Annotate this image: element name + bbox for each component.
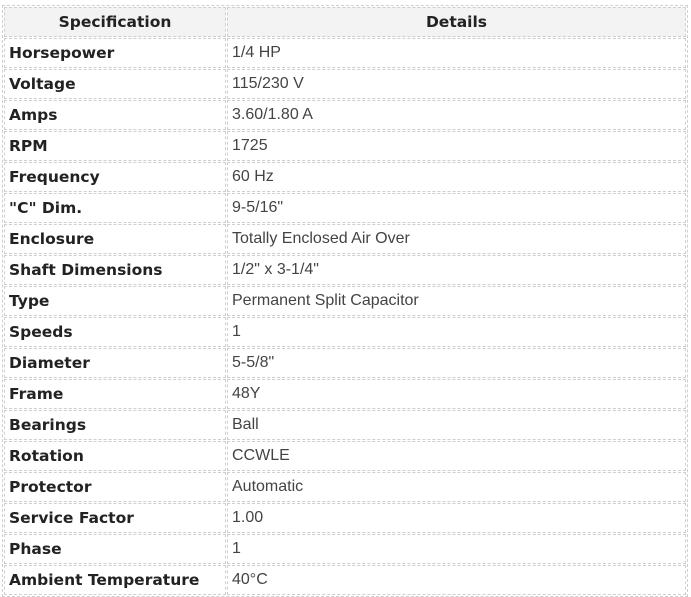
spec-detail-cell: 1/4 HP (227, 38, 686, 68)
table-row (4, 193, 686, 223)
spec-name-cell: Service Factor (4, 503, 226, 533)
spec-name-cell: Protector (4, 472, 226, 502)
spec-name-cell: Bearings (4, 410, 226, 440)
spec-name-cell: "C" Dim. (4, 193, 226, 223)
table-row (4, 100, 686, 130)
table-row (4, 503, 686, 533)
spec-detail-cell: Ball (227, 410, 686, 440)
table-row (4, 379, 686, 409)
spec-name-cell: Voltage (4, 69, 226, 99)
spec-detail-cell: 40°C (227, 565, 686, 595)
specification-column-header: Specification (4, 7, 226, 37)
table-row (4, 162, 686, 192)
spec-detail-cell: 3.60/1.80 A (227, 100, 686, 130)
table-row (4, 38, 686, 68)
spec-detail-cell: Totally Enclosed Air Over (227, 224, 686, 254)
spec-name-cell: Phase (4, 534, 226, 564)
spec-detail-cell: 60 Hz (227, 162, 686, 192)
spec-name-cell: Frequency (4, 162, 226, 192)
table-row (4, 224, 686, 254)
spec-name-cell: Horsepower (4, 38, 226, 68)
spec-detail-cell: 5-5/8" (227, 348, 686, 378)
spec-detail-cell: 1/2" x 3-1/4" (227, 255, 686, 285)
spec-detail-cell: 1.00 (227, 503, 686, 533)
spec-name-cell: Frame (4, 379, 226, 409)
table-row (4, 317, 686, 347)
spec-name-cell: Speeds (4, 317, 226, 347)
spec-detail-cell: 1725 (227, 131, 686, 161)
spec-detail-cell: CCWLE (227, 441, 686, 471)
table-row (4, 534, 686, 564)
spec-detail-cell: 9-5/16" (227, 193, 686, 223)
specifications-table (2, 5, 688, 597)
details-column-header: Details (227, 7, 686, 37)
table-row (4, 410, 686, 440)
spec-name-cell: RPM (4, 131, 226, 161)
table-row (4, 286, 686, 316)
table-row (4, 255, 686, 285)
spec-name-cell: Rotation (4, 441, 226, 471)
spec-detail-cell: 1 (227, 317, 686, 347)
spec-name-cell: Type (4, 286, 226, 316)
spec-detail-cell: 48Y (227, 379, 686, 409)
spec-name-cell: Amps (4, 100, 226, 130)
table-row (4, 131, 686, 161)
spec-name-cell: Shaft Dimensions (4, 255, 226, 285)
spec-name-cell: Diameter (4, 348, 226, 378)
spec-name-cell: Enclosure (4, 224, 226, 254)
table-row (4, 348, 686, 378)
spec-name-cell: Ambient Temperature (4, 565, 226, 595)
spec-detail-cell: 1 (227, 534, 686, 564)
table-row (4, 69, 686, 99)
table-row (4, 565, 686, 595)
table-row (4, 472, 686, 502)
spec-detail-cell: 115/230 V (227, 69, 686, 99)
table-header-row (4, 7, 686, 37)
table-row (4, 441, 686, 471)
spec-detail-cell: Permanent Split Capacitor (227, 286, 686, 316)
spec-detail-cell: Automatic (227, 472, 686, 502)
